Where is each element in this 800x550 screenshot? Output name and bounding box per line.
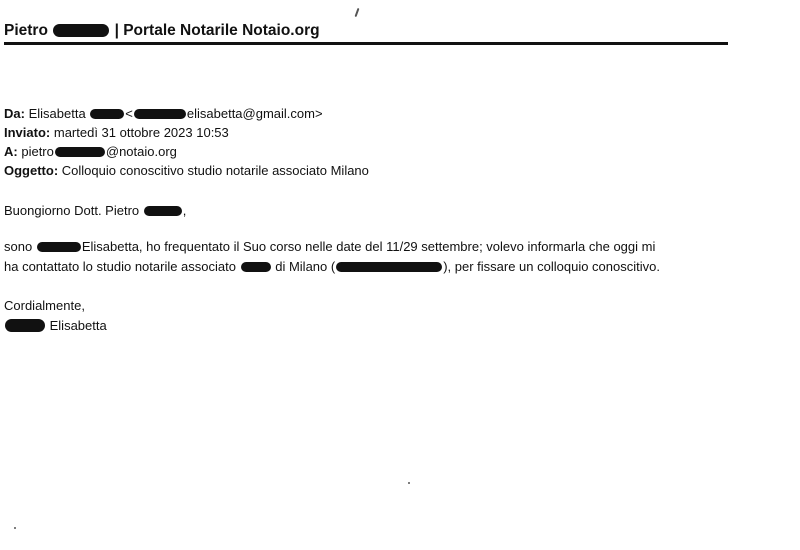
body-p1-line1: Elisabetta, ho frequentato il Suo corso nelle date del 11/29 settembre; volevo informarla che oggi mi — [81, 239, 656, 254]
closing-text: Cordialmente, — [4, 298, 85, 313]
scan-speck — [355, 8, 360, 17]
subject-value: Colloquio conoscitivo studio notarile associato Milano — [61, 163, 369, 178]
redaction-mark — [5, 319, 45, 332]
to-line — [4, 142, 784, 161]
to-suffix: @notaio.org — [105, 144, 177, 159]
redaction-mark — [55, 147, 105, 157]
body-p1-line2c: ), per fissare un colloquio conoscitivo. — [443, 259, 660, 274]
redaction-mark — [90, 109, 124, 119]
to-prefix: pietro — [21, 144, 54, 159]
body-paragraph — [4, 237, 794, 277]
from-open-bracket: < — [125, 106, 133, 121]
redaction-mark — [134, 109, 186, 119]
greeting-comma: , — [182, 203, 187, 218]
header-name: Pietro — [4, 22, 48, 39]
redaction-mark — [37, 242, 81, 252]
body-p1-line2b: di Milano ( — [275, 259, 336, 274]
redaction-mark — [241, 262, 271, 272]
scan-speck — [408, 482, 410, 484]
signature-line — [4, 316, 107, 336]
from-address: elisabetta@gmail.com> — [186, 106, 323, 121]
greeting — [4, 201, 186, 220]
from-label: Da: — [4, 106, 25, 121]
redaction-mark — [336, 262, 442, 272]
from-name: Elisabetta — [28, 106, 86, 121]
scan-speck — [14, 527, 16, 529]
to-label: A: — [4, 144, 18, 159]
sent-value: martedì 31 ottobre 2023 10:53 — [53, 125, 229, 140]
redaction-mark — [53, 24, 109, 37]
body-p1-start: sono — [4, 239, 33, 254]
sent-label: Inviato: — [4, 125, 51, 140]
greeting-text: Buongiorno Dott. Pietro — [4, 203, 140, 218]
subject-label: Oggetto: — [4, 163, 59, 178]
page-header — [4, 21, 728, 41]
sent-line — [4, 123, 784, 142]
body-line-2 — [4, 257, 794, 277]
from-line — [4, 104, 784, 123]
body-line-1 — [4, 237, 794, 257]
closing-block — [4, 296, 107, 336]
email-headers — [4, 104, 784, 180]
subject-line — [4, 161, 784, 180]
header-title: | Portale Notarile Notaio.org — [114, 22, 320, 39]
body-p1-line2a: ha contattato lo studio notarile associato — [4, 259, 236, 274]
header-rule — [4, 42, 728, 45]
redaction-mark — [144, 206, 182, 216]
signature-name: Elisabetta — [49, 318, 107, 333]
